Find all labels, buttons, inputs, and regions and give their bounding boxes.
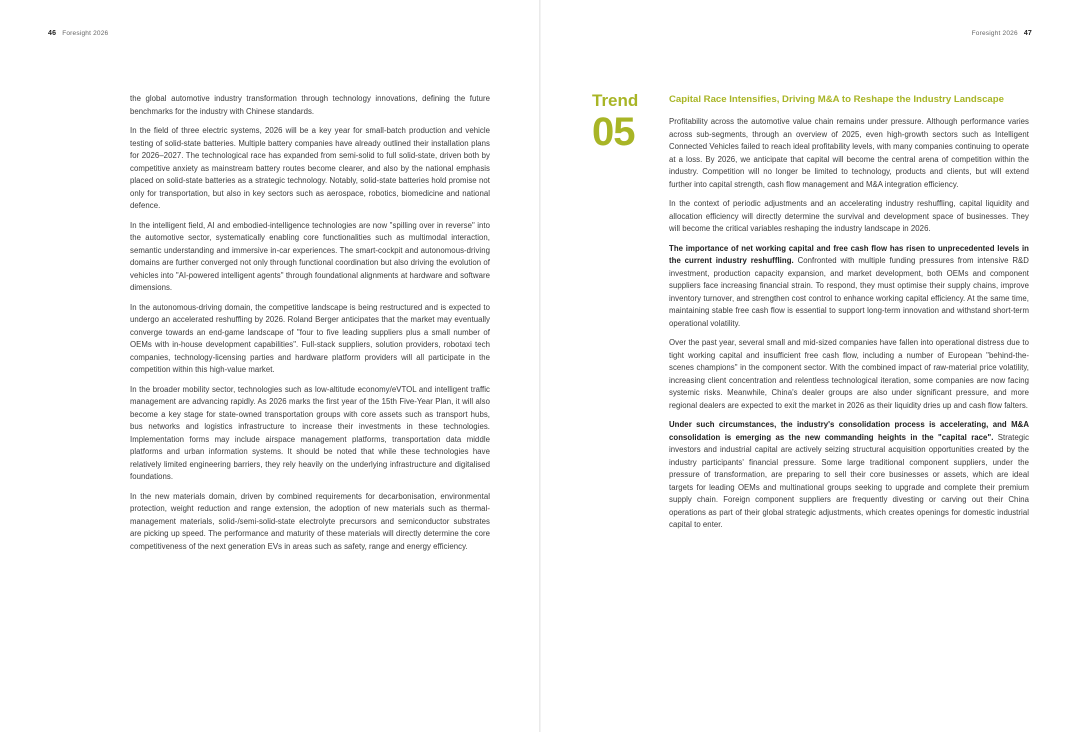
right-header-title: Foresight 2026 xyxy=(971,30,1018,37)
right-paragraph xyxy=(669,337,1029,412)
left-paragraph: the global automotive industry transformation through technology innovations, defining the future benchmarks for the industry with Chinese standards. xyxy=(130,94,490,116)
paragraph-lead: Under such circumstances, the industry's consolidation process is accelerating, and M&A consolidation is emerging as the new commanding heights in the "capital race". xyxy=(669,420,1029,442)
left-paragraph: In the field of three electric systems, 2026 will be a key year for small-batch production and vehicle testing of solid-state batteries. Multiple battery companies have already outlined their installation plans for 2026–2027. The technological race has expanded from semi-solid to full solid-state, driven both by competitive anxiety as mainstream battery routes become clearer, and also by the national emphasis placed on solid-state batteries as a strategic technology. Notably, solid-state batteries hold promise not only for transportation, but also in key sectors such as aerospace, robotics, biomedicine and national defence. xyxy=(130,126,490,210)
paragraph-body: Over the past year, several small and mid-sized companies have fallen into operational distress due to tight working capital and insufficient free cash flow, including a number of European "behind-the-scenes champions" in the component sector. With the combined impact of raw-material price volatility, increasing client concentration and relentless technological iteration, some companies are now facing systemic risks. Meanwhile, China's dealer groups are also under significant pressure, and more regional dealers are expected to exit the market in 2026 as their liquidity dries up and cash flow falters. xyxy=(669,338,1029,410)
left-page-number: 46 xyxy=(48,30,57,37)
left-text-column xyxy=(130,93,490,560)
left-paragraph: In the new materials domain, driven by combined requirements for decarbonisation, environmental protection, weight reduction and range extension, the adoption of new materials such as thermal-management materials, solid-/semi-solid-state electrolyte precursors and semiconductor substrates are picking up speed. The performance and maturity of these materials will directly determine the core competitiveness of the next generation EVs in areas such as safety, range and energy efficiency. xyxy=(130,491,490,551)
paragraph-body: In the context of periodic adjustments and an accelerating industry reshuffling, capital liquidity and allocation efficiency will directly determine the survival and development space of businesses. They will become the critical variables reshaping the industry landscape in 2026. xyxy=(669,199,1029,233)
paragraph-body: Confronted with multiple funding pressures from intensive R&D investment, production capacity expansion, and market development, both OEMs and component suppliers face increasing financial strain. To respond, they must optimise their supply chains, improve inventory turnover, and strengthen cost control to enhance working capital efficiency. At the same time, maintaining stable free cash flow is essential to support long-term innovation and withstand short-term operational volatility. xyxy=(669,256,1029,328)
left-paragraph: In the intelligent field, AI and embodied-intelligence technologies are now "spilling over in reverse" into the automotive sector, systematically enabling core functionalities such as multimodal interaction, semantic understanding and immersive in-car experiences. The smart-cockpit and autonomous-driving domains are further converged not only through functional coordination but also driving the evolution of vehicles into "AI-powered intelligent agents" through foundational alignments at hardware and software dimensions. xyxy=(130,220,490,292)
right-paragraph xyxy=(669,198,1029,236)
paragraph-body: Strategic investors and industrial capital are actively seizing structural acquisition opportunities created by the industry participants' financial pressure. Some large traditional component suppliers, under the pressure of transformation, are preparing to sell their core businesses or assets, which are ideal targets for leading OEMs and multinational groups seeking to upgrade and complete their premium supply chain. Foreign component suppliers are frequently divesting or carving out their China operations as part of their global strategic adjustments, which creates openings for domestic industrial capital to enter. xyxy=(669,432,1030,529)
left-running-header xyxy=(48,30,108,37)
paragraph-lead: The importance of net working capital and free cash flow has risen to unprecedented levels in the current industry reshuffling. xyxy=(669,243,1029,265)
trend-marker xyxy=(592,92,638,152)
left-header-title: Foresight 2026 xyxy=(62,30,109,37)
right-paragraph xyxy=(669,243,1029,331)
trend-label: Trend xyxy=(592,91,639,110)
paragraph-body: Profitability across the automotive value chain remains under pressure. Although performance varies across sub-segments, through an overview of 2025, even high-growth sectors such as Intelligent Connected Vehicles failed to reach ideal profitability levels, with many companies continuing to operate at a loss. By 2026, we anticipate that capital will become the central arena of competition within the industry. Competition will no longer be limited to technology, products and clients, but will extend further into capital strength, cash flow management and M&A integration efficiency. xyxy=(669,117,1029,189)
right-text-column xyxy=(669,116,1029,539)
left-paragraph: In the autonomous-driving domain, the competitive landscape is being restructured and is expected to undergo an accelerated reshuffling by 2026. Roland Berger anticipates that the market may eventually converge towards an end-game landscape of "four to five leading suppliers plus a small number of OEMs with in-house development capabilities". Full-stack suppliers, solution providers, robotaxi tech companies, technology-licensing parties and hardware platform providers will all participate in the competition within this high-value market. xyxy=(130,302,490,374)
right-page-number: 47 xyxy=(1023,30,1032,37)
right-page xyxy=(540,0,1080,732)
left-paragraph: In the broader mobility sector, technologies such as low-altitude economy/eVTOL and intelligent traffic management are advancing rapidly. As 2026 marks the first year of the 15th Five-Year Plan, it will also become a key stage for state-owned transportation groups with core assets such as transport hubs, bus networks and logistics infrastructure to increase their investments in these technologies. Implementation forms may include airspace management platforms, transportation data middle platforms and urban information systems. It should be noted that while these technologies have relatively limited engineering barriers, they rely heavily on the underlying infrastructure and digitalised foundations. xyxy=(130,384,490,481)
right-running-header xyxy=(972,30,1032,37)
trend-number: 05 xyxy=(592,110,635,154)
right-paragraph xyxy=(669,116,1029,191)
right-paragraph xyxy=(669,419,1029,532)
section-heading: Capital Race Intensifies, Driving M&A to Reshape the Industry Landscape xyxy=(669,94,1004,105)
